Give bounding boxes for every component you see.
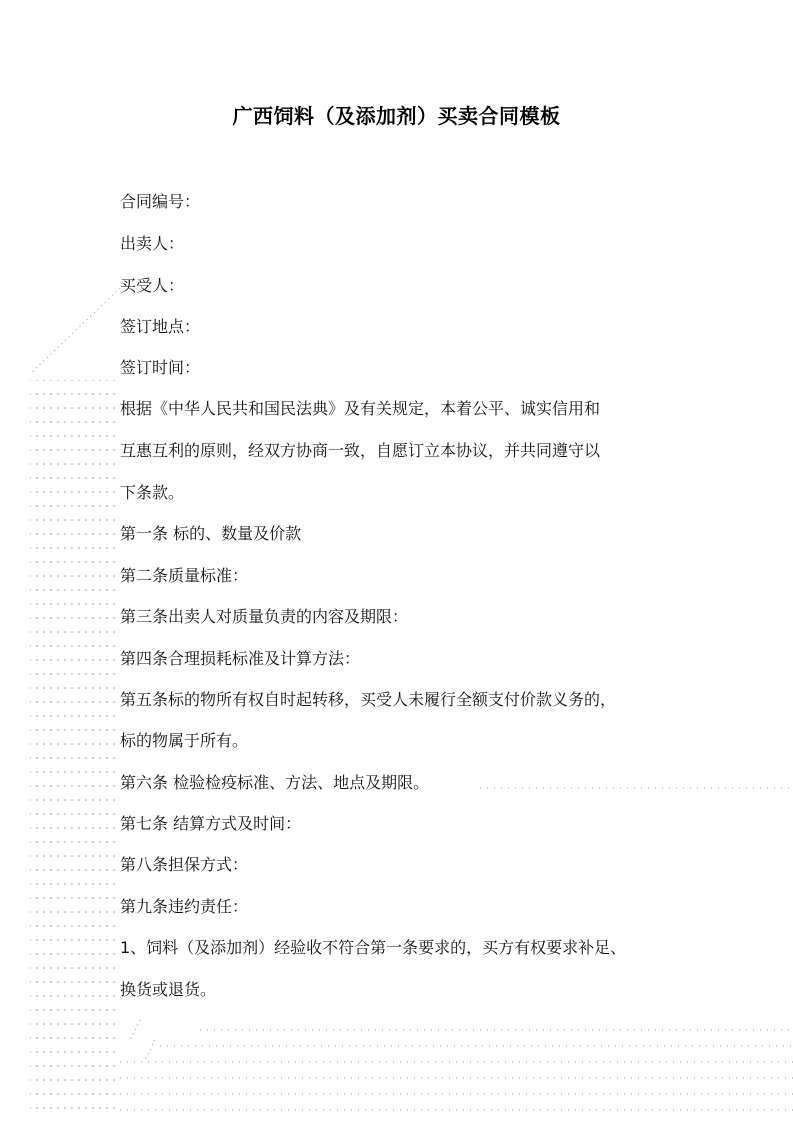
preamble-line-1: 根据《中华人民共和国民法典》及有关规定，本着公平、诚实信用和 (120, 399, 601, 418)
article-5-line-2: 标的物属于所有。 (120, 731, 249, 750)
article-9-clause-1-line-1: 1、饲料（及添加剂）经验收不符合第一条要求的，买方有权要求补足、 (120, 938, 627, 957)
preamble-line-2: 互惠互利的原则，经双方协商一致，自愿订立本协议，并共同遵守以 (120, 441, 601, 460)
article-9: 第九条违约责任： (120, 897, 249, 916)
signing-time-label: 签订时间： (120, 358, 201, 377)
article-8: 第八条担保方式： (120, 855, 249, 874)
buyer-label: 买受人： (120, 276, 185, 295)
document-title: 广西饲料（及添加剂）买卖合同模板 (232, 104, 561, 128)
article-3: 第三条出卖人对质量负责的内容及期限： (120, 607, 409, 626)
article-2: 第二条质量标准： (120, 566, 249, 585)
seller-label: 出卖人： (120, 234, 185, 253)
article-4: 第四条合理损耗标准及计算方法： (120, 649, 361, 668)
article-1: 第一条 标的、数量及价款 (120, 524, 302, 543)
article-7: 第七条 结算方式及时间： (120, 814, 302, 833)
article-6: 第六条 检验检疫标准、方法、地点及期限。 (120, 773, 430, 792)
article-9-clause-1-line-2: 换货或退货。 (120, 980, 217, 999)
contract-number-label: 合同编号： (120, 192, 201, 211)
preamble-line-3: 下条款。 (120, 483, 185, 502)
signing-place-label: 签订地点： (120, 317, 201, 336)
article-5-line-1: 第五条标的物所有权自时起转移，买受人未履行全额支付价款义务的， (120, 690, 617, 709)
